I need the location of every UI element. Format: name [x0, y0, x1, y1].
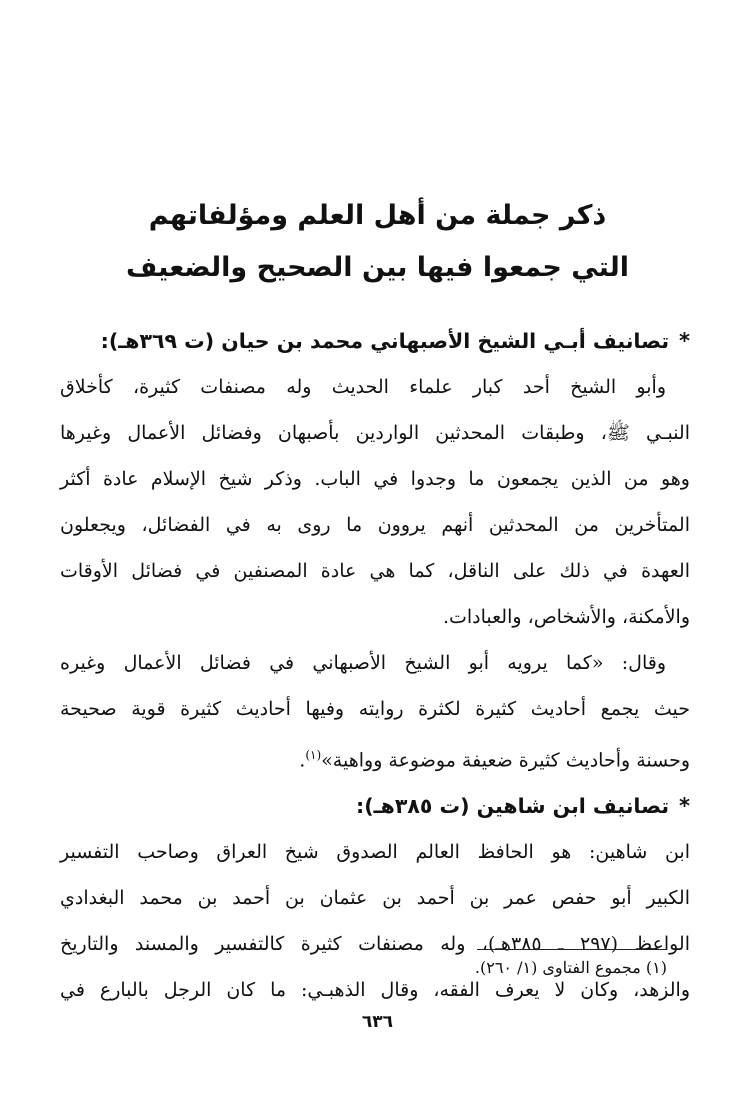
- paragraph-line: الكبير أبو حفص عمر بن أحمد بن عثمان بن أحمد بن محمد البغدادي: [60, 887, 690, 910]
- paragraph-line: ابن شاهين: هو الحافظ العالم الصدوق شيخ العراق وصاحب التفسير: [60, 841, 690, 864]
- asterisk-icon: *: [679, 329, 690, 353]
- paragraph-line: وأبو الشيخ أحد كبار علماء الحديث وله مصنفات كثيرة، كأخلاق: [60, 376, 666, 398]
- quote-period: .: [299, 749, 306, 772]
- title-line-2: التي جمعوا فيها بين الصحيح والضعيف: [126, 252, 629, 283]
- paragraph-line: الواعظ (٢٩٧ ـ ٣٨٥هـ)، وله مصنفات كثيرة كالتفسير والمسند والتاريخ: [60, 933, 690, 956]
- chapter-title: [60, 190, 695, 294]
- paragraph-line: حيث يجمع أحاديث كثيرة لكثرة روايته وفيها أحاديث كثيرة قوية صحيحة: [60, 698, 690, 720]
- section-heading-text: تصانيف ابن شاهين (ت ٣٨٥هـ):: [356, 794, 670, 819]
- footnote-reference[interactable]: (١): [305, 748, 322, 762]
- title-line-1: ذكر جملة من أهل العلم ومؤلفاتهم: [148, 200, 607, 231]
- paragraph-line: والأمكنة، والأشخاص، والعبادات.: [442, 606, 690, 628]
- paragraph-line: النبـي ﷺ، وطبقات المحدثين الواردين بأصبهان وفضائل الأعمال وغيرها: [60, 422, 690, 444]
- asterisk-icon: *: [679, 794, 690, 819]
- section-heading-text: تصانيف أبـي الشيخ الأصبهاني محمد بن حيان (ت ٣٦٩هـ):: [100, 329, 670, 353]
- paragraph-line: وهو من الذين يجمعون ما وجدوا في الباب. وذكر شيخ الإسلام عادة أكثر: [60, 468, 690, 490]
- paragraph-line: المتأخرين من المحدثين أنهم يروون ما روى به في الفضائل، ويجعلون: [60, 514, 690, 536]
- paragraph-abu-al-shaykh: [60, 364, 690, 640]
- quote-end-text: وحسنة وأحاديث كثيرة ضعيفة موضوعة وواهية»: [321, 749, 690, 772]
- paragraph-line: [60, 732, 690, 783]
- footnote: (١) مجموع الفتاوى (١/ ٢٦٠).: [474, 958, 667, 977]
- paragraph-line: العهدة في ذلك على الناقل، كما هي عادة المصنفين في فضائل الأوقات: [60, 560, 690, 582]
- section-heading-ibn-shahin: [60, 783, 690, 829]
- main-text: [60, 318, 690, 1013]
- footnote-divider: [477, 949, 667, 950]
- paragraph-line: وقال: «كما يرويه أبو الشيخ الأصبهاني في فضائل الأعمال وغيره: [60, 652, 666, 674]
- section-heading-abu-al-shaykh: [60, 318, 690, 364]
- page-number: ٦٣٦: [361, 1012, 394, 1032]
- paragraph-quote: [60, 640, 690, 783]
- paragraph-line: والزهد، وكان لا يعرف الفقه، وقال الذهبـي: ما كان الرجل بالبارع في: [60, 979, 690, 1002]
- paragraph-ibn-shahin: [60, 829, 690, 1013]
